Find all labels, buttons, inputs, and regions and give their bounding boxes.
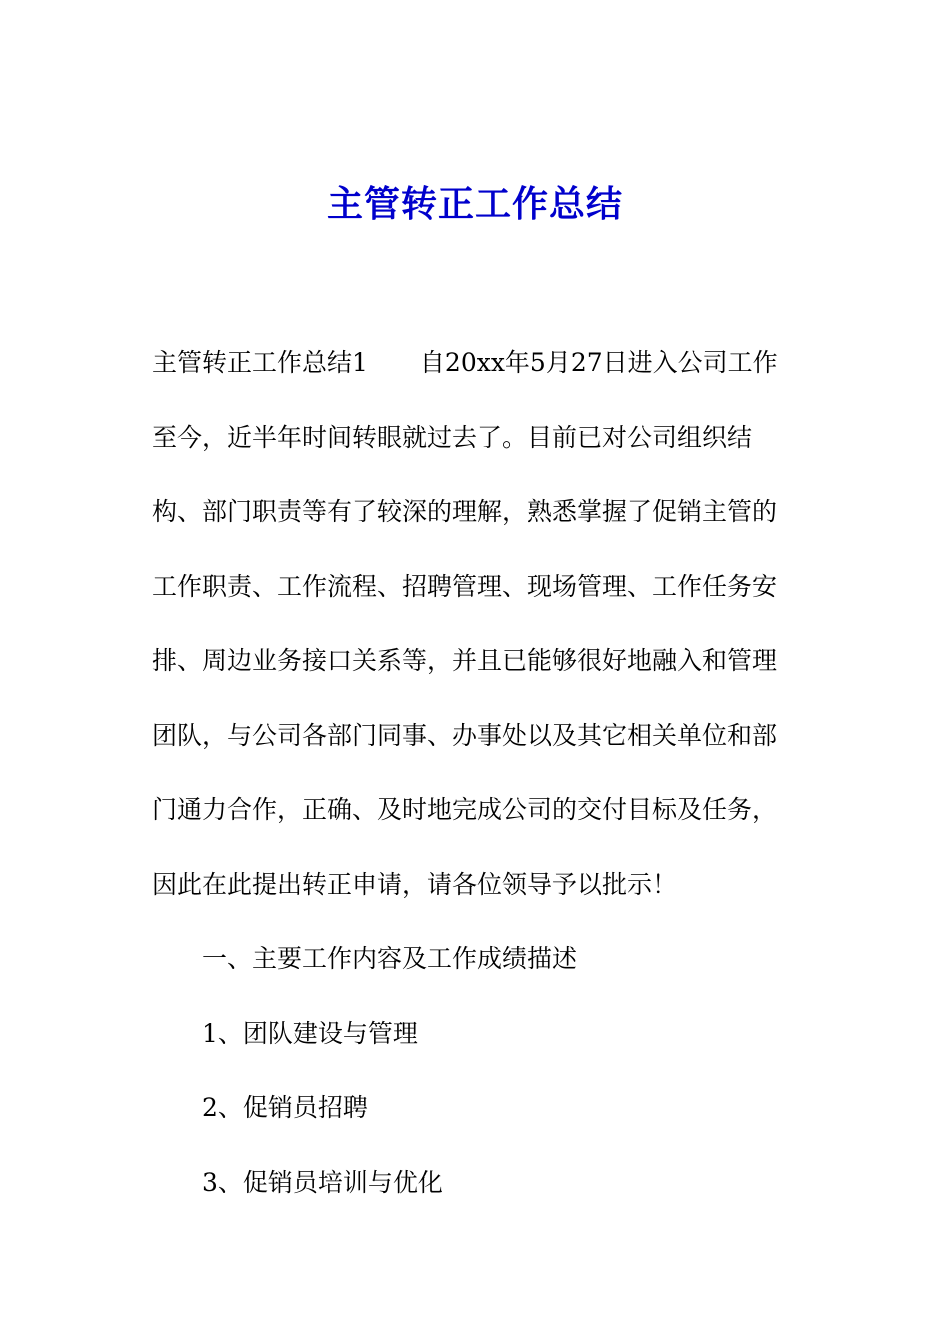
paragraph-line-7: 门通力合作，正确、及时地完成公司的交付目标及任务，: [152, 795, 778, 824]
paragraph-line-4: 工作职责、工作流程、招聘管理、现场管理、工作任务安: [152, 571, 778, 601]
outline-section-heading: 一、主要工作内容及工作成绩描述: [202, 944, 578, 973]
paragraph-line-5: 排、周边业务接口关系等，并且已能够很好地融入和管理: [152, 646, 778, 675]
paragraph-line-8: 因此在此提出转正申请，请各位领导予以批示！: [152, 869, 678, 899]
paragraph-line-3: 构、部门职责等有了较深的理解，熟悉掌握了促销主管的: [152, 497, 778, 526]
intro-heading: 主管转正工作总结1: [152, 348, 368, 377]
outline-list: [202, 922, 802, 1220]
outline-item-team-building: 1、团队建设与管理: [202, 1018, 418, 1048]
paragraph-line-2: 至今，近半年时间转眼就过去了。目前已对公司组织结: [152, 422, 753, 452]
outline-item-recruitment: 2、促销员招聘: [202, 1093, 368, 1122]
outline-item-training: 3、促销员培训与优化: [202, 1167, 443, 1197]
intro-paragraph: [152, 326, 812, 922]
paragraph-line-1-text: 自20xx年5月27日进入公司工作: [419, 348, 778, 377]
paragraph-line-1: [152, 326, 812, 401]
paragraph-line-6: 团队，与公司各部门同事、办事处以及其它相关单位和部: [152, 720, 778, 750]
document-title: 主管转正工作总结: [326, 183, 623, 225]
